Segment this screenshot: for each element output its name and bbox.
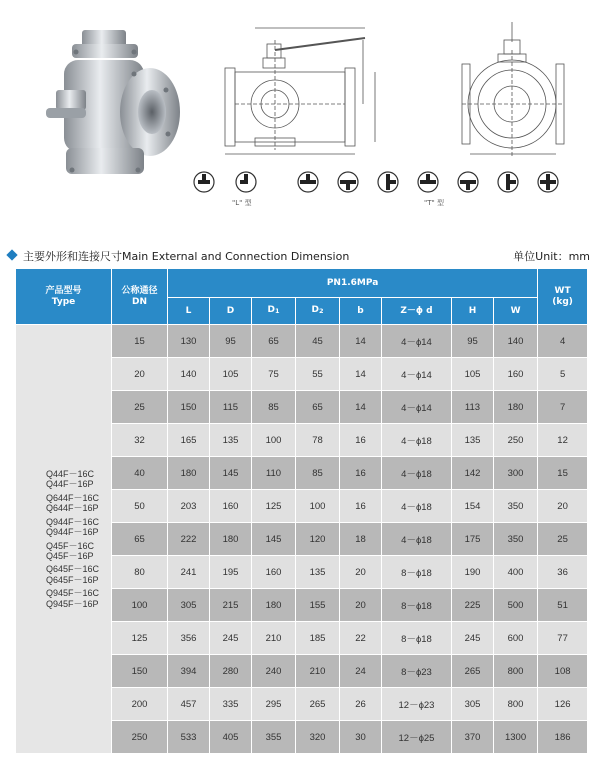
- table-cell: 8－ϕ23: [382, 655, 452, 688]
- column-header-7: W: [494, 298, 538, 325]
- table-cell: 180: [252, 589, 296, 622]
- table-cell: 125: [112, 622, 168, 655]
- table-cell: 45: [296, 325, 340, 358]
- table-cell: 26: [340, 688, 382, 721]
- table-cell: 154: [452, 490, 494, 523]
- table-cell: 1300: [494, 721, 538, 754]
- table-cell: 110: [252, 457, 296, 490]
- table-cell: 335: [210, 688, 252, 721]
- table-cell: 130: [168, 325, 210, 358]
- table-cell: 36: [538, 556, 588, 589]
- table-cell: 175: [452, 523, 494, 556]
- product-figure: [0, 0, 602, 220]
- table-cell: 16: [340, 424, 382, 457]
- table-cell: 100: [252, 424, 296, 457]
- table-cell: 370: [452, 721, 494, 754]
- table-cell: 295: [252, 688, 296, 721]
- table-cell: 24: [340, 655, 382, 688]
- column-header-2: D1: [252, 298, 296, 325]
- table-cell: 77: [538, 622, 588, 655]
- table-cell: 135: [210, 424, 252, 457]
- type-list-cell: [16, 325, 112, 754]
- table-cell: 12－ϕ25: [382, 721, 452, 754]
- table-cell: 120: [296, 523, 340, 556]
- table-cell: 4－ϕ18: [382, 523, 452, 556]
- type-model: Q44F－16C: [46, 469, 95, 480]
- table-cell: 4－ϕ14: [382, 391, 452, 424]
- table-cell: 5: [538, 358, 588, 391]
- section-header: [6, 248, 596, 264]
- table-cell: 12: [538, 424, 588, 457]
- table-cell: 150: [168, 391, 210, 424]
- table-cell: 203: [168, 490, 210, 523]
- valve-side-drawing: [460, 20, 570, 160]
- pressure-header: PN1.6MPa: [168, 269, 538, 298]
- table-cell: 20: [340, 589, 382, 622]
- table-cell: 4－ϕ18: [382, 490, 452, 523]
- table-cell: 265: [296, 688, 340, 721]
- table-cell: 305: [168, 589, 210, 622]
- table-cell: 8－ϕ18: [382, 589, 452, 622]
- table-cell: 126: [538, 688, 588, 721]
- table-cell: 135: [296, 556, 340, 589]
- table-cell: 4: [538, 325, 588, 358]
- table-cell: 16: [340, 457, 382, 490]
- valve-photo: [42, 30, 180, 180]
- type-model: Q44F－16P: [46, 479, 94, 490]
- table-cell: 165: [168, 424, 210, 457]
- t-type-caption: "T" 型: [424, 199, 444, 207]
- table-cell: 160: [494, 358, 538, 391]
- table-cell: 140: [168, 358, 210, 391]
- table-cell: 200: [112, 688, 168, 721]
- table-cell: 20: [340, 556, 382, 589]
- table-cell: 85: [296, 457, 340, 490]
- table-cell: 225: [452, 589, 494, 622]
- diamond-bullet-icon: [6, 249, 17, 260]
- type-model: Q944F－16C: [46, 516, 100, 527]
- table-cell: 210: [296, 655, 340, 688]
- table-cell: 265: [452, 655, 494, 688]
- table-cell: 186: [538, 721, 588, 754]
- table-cell: 4－ϕ18: [382, 457, 452, 490]
- table-row: [16, 325, 588, 358]
- table-cell: 350: [494, 523, 538, 556]
- table-cell: 20: [538, 490, 588, 523]
- weight-header: WT (kg): [538, 269, 588, 325]
- table-cell: 105: [210, 358, 252, 391]
- column-header-3: D2: [296, 298, 340, 325]
- table-cell: 22: [340, 622, 382, 655]
- type-model: Q945F－16C: [46, 588, 100, 599]
- table-cell: 145: [252, 523, 296, 556]
- table-cell: 100: [112, 589, 168, 622]
- table-cell: 245: [210, 622, 252, 655]
- table-cell: 85: [252, 391, 296, 424]
- table-cell: 4－ϕ18: [382, 424, 452, 457]
- dn-header: 公称通径 DN: [112, 269, 168, 325]
- table-cell: 142: [452, 457, 494, 490]
- table-cell: 300: [494, 457, 538, 490]
- table-cell: 155: [296, 589, 340, 622]
- table-cell: 15: [112, 325, 168, 358]
- table-cell: 145: [210, 457, 252, 490]
- table-cell: 140: [494, 325, 538, 358]
- table-body: [16, 325, 588, 754]
- table-cell: 210: [252, 622, 296, 655]
- table-cell: 245: [452, 622, 494, 655]
- table-cell: 400: [494, 556, 538, 589]
- table-cell: 320: [296, 721, 340, 754]
- table-cell: 80: [112, 556, 168, 589]
- table-cell: 50: [112, 490, 168, 523]
- table-cell: 215: [210, 589, 252, 622]
- table-cell: 25: [112, 391, 168, 424]
- table-cell: 180: [494, 391, 538, 424]
- table-cell: 125: [252, 490, 296, 523]
- column-header-4: b: [340, 298, 382, 325]
- l-type-caption: "L" 型: [232, 199, 252, 207]
- table-cell: 113: [452, 391, 494, 424]
- table-cell: 533: [168, 721, 210, 754]
- table-cell: 135: [452, 424, 494, 457]
- table-cell: 355: [252, 721, 296, 754]
- table-cell: 160: [210, 490, 252, 523]
- table-cell: 180: [168, 457, 210, 490]
- table-cell: 180: [210, 523, 252, 556]
- table-cell: 190: [452, 556, 494, 589]
- table-cell: 65: [112, 523, 168, 556]
- table-cell: 30: [340, 721, 382, 754]
- table-cell: 65: [296, 391, 340, 424]
- column-header-0: L: [168, 298, 210, 325]
- table-cell: 500: [494, 589, 538, 622]
- table-cell: 40: [112, 457, 168, 490]
- table-cell: 195: [210, 556, 252, 589]
- table-cell: 800: [494, 688, 538, 721]
- type-model: Q944F－16P: [46, 527, 99, 538]
- table-cell: 8－ϕ18: [382, 622, 452, 655]
- table-cell: 14: [340, 391, 382, 424]
- table-cell: 240: [252, 655, 296, 688]
- table-cell: 78: [296, 424, 340, 457]
- table-cell: 55: [296, 358, 340, 391]
- type-model: Q644F－16C: [46, 492, 100, 503]
- table-cell: 4－ϕ14: [382, 358, 452, 391]
- valve-front-drawing: [215, 20, 395, 160]
- table-cell: 241: [168, 556, 210, 589]
- table-cell: 14: [340, 325, 382, 358]
- type-model: Q645F－16C: [46, 564, 100, 575]
- section-title: 主要外形和连接尺寸Main External and Connection Dimension: [23, 250, 350, 263]
- table-cell: 7: [538, 391, 588, 424]
- table-cell: 305: [452, 688, 494, 721]
- type-model: Q644F－16P: [46, 503, 99, 514]
- column-header-6: H: [452, 298, 494, 325]
- table-cell: 8－ϕ18: [382, 556, 452, 589]
- column-header-1: D: [210, 298, 252, 325]
- table-cell: 250: [494, 424, 538, 457]
- table-cell: 75: [252, 358, 296, 391]
- table-cell: 405: [210, 721, 252, 754]
- table-cell: 222: [168, 523, 210, 556]
- table-cell: 100: [296, 490, 340, 523]
- type-header: 产品型号 Type: [16, 269, 112, 325]
- table-cell: 800: [494, 655, 538, 688]
- table-cell: 160: [252, 556, 296, 589]
- type-model: Q945F－16P: [46, 598, 99, 609]
- table-cell: 115: [210, 391, 252, 424]
- table-cell: 4－ϕ14: [382, 325, 452, 358]
- table-cell: 150: [112, 655, 168, 688]
- table-cell: 15: [538, 457, 588, 490]
- table-cell: 280: [210, 655, 252, 688]
- table-cell: 16: [340, 490, 382, 523]
- table-cell: 25: [538, 523, 588, 556]
- column-header-5: Z－ϕ d: [382, 298, 452, 325]
- table-cell: 356: [168, 622, 210, 655]
- table-cell: 12－ϕ23: [382, 688, 452, 721]
- table-cell: 20: [112, 358, 168, 391]
- table-cell: 394: [168, 655, 210, 688]
- table-cell: 350: [494, 490, 538, 523]
- type-model: Q45F－16P: [46, 550, 94, 561]
- table-cell: 185: [296, 622, 340, 655]
- table-cell: 14: [340, 358, 382, 391]
- table-cell: 600: [494, 622, 538, 655]
- table-cell: 105: [452, 358, 494, 391]
- table-cell: 18: [340, 523, 382, 556]
- table-cell: 250: [112, 721, 168, 754]
- table-cell: 457: [168, 688, 210, 721]
- table-cell: 108: [538, 655, 588, 688]
- dimension-table: [15, 268, 588, 754]
- table-cell: 65: [252, 325, 296, 358]
- type-model: Q645F－16P: [46, 574, 99, 585]
- unit-label: 单位Unit：mm: [513, 250, 590, 263]
- table-cell: 32: [112, 424, 168, 457]
- table-cell: 95: [452, 325, 494, 358]
- table-cell: 95: [210, 325, 252, 358]
- table-cell: 51: [538, 589, 588, 622]
- type-model: Q45F－16C: [46, 540, 95, 551]
